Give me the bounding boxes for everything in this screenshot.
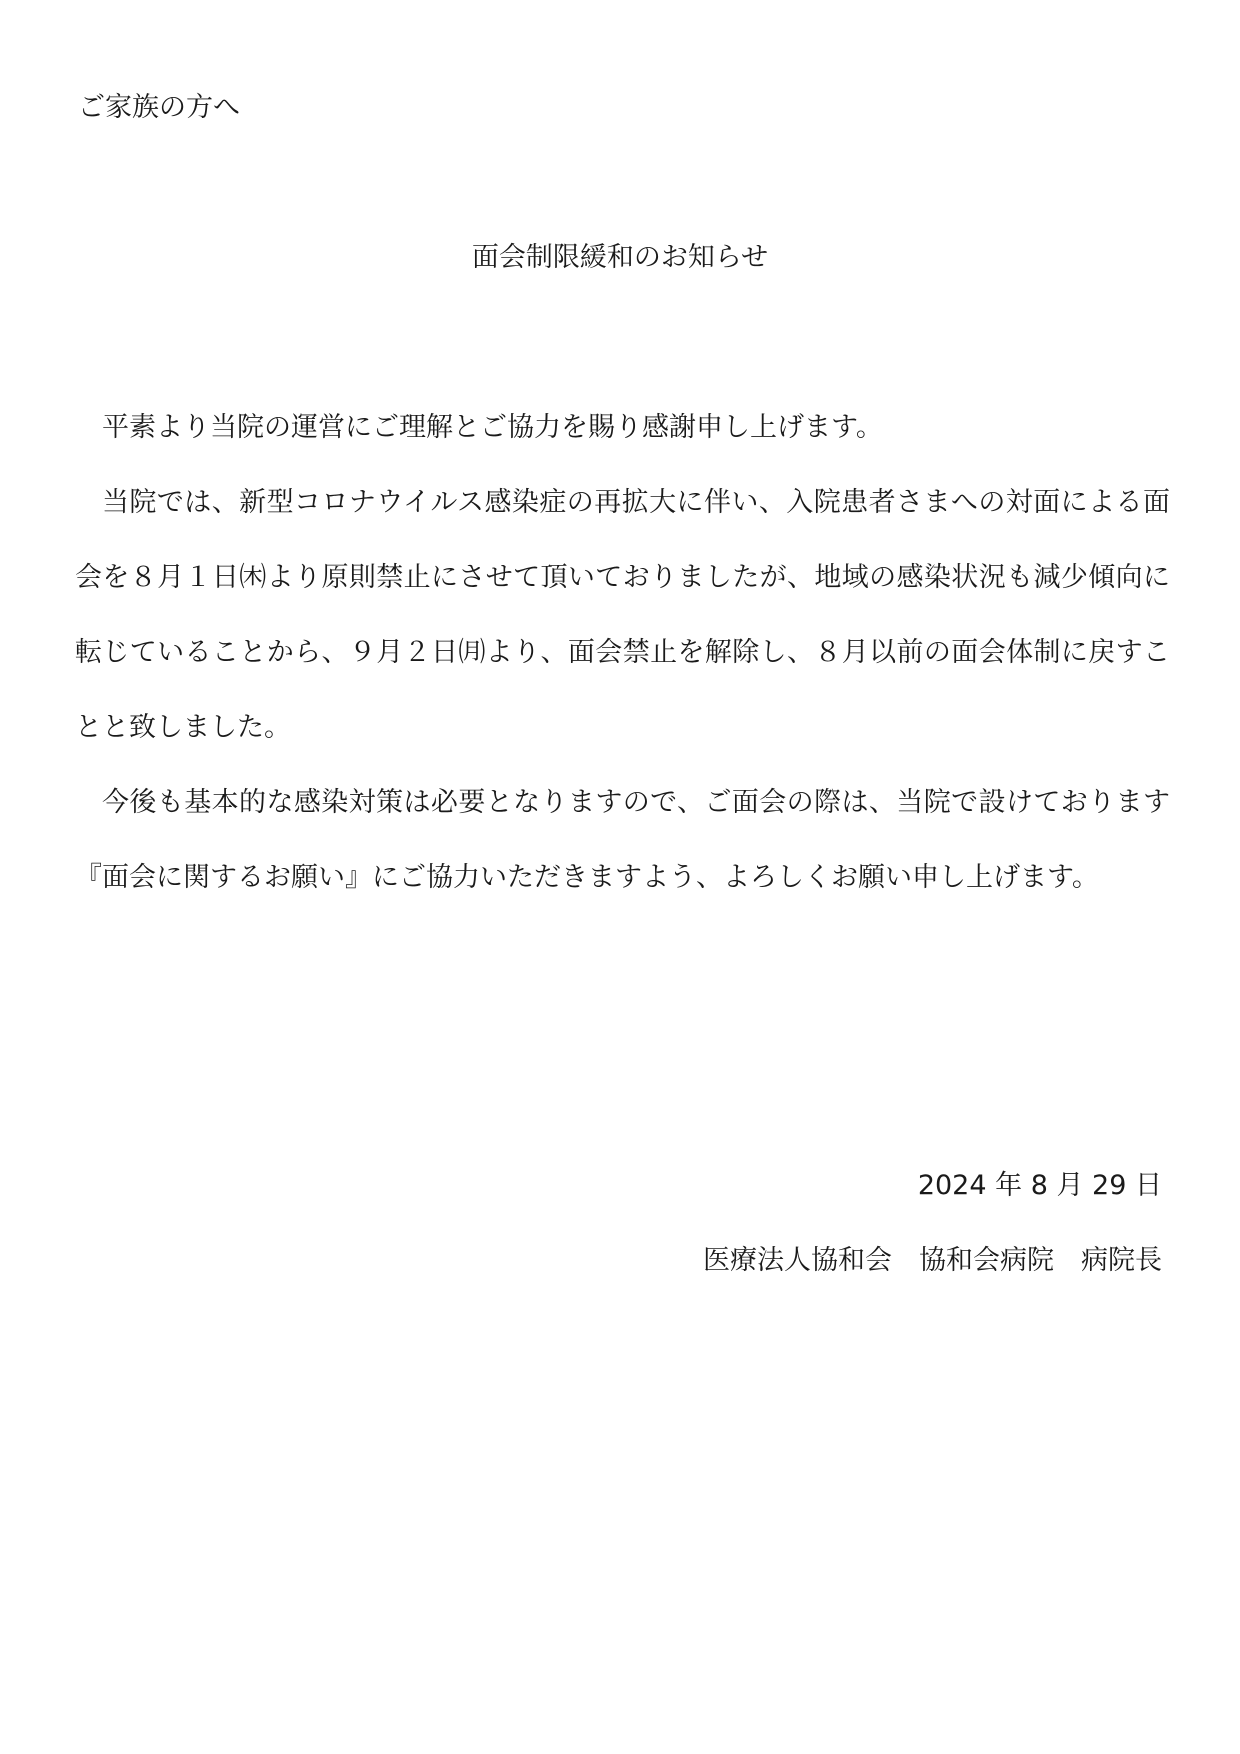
document-title: 面会制限緩和のお知らせ (471, 242, 769, 273)
body-paragraph-request: 今後も基本的な感染対策は必要となりますので、ご面会の際は、当院で設けております『面会に関するお願い』にご協力いただきますよう、よろしくお願い申し上げます。 (75, 787, 1170, 893)
body-paragraph-greeting: 平素より当院の運営にご理解とご協力を賜り感謝申し上げます。 (102, 412, 883, 443)
body-paragraph-announcement: 当院では、新型コロナウイルス感染症の再拡大に伴い、入院患者さまへの対面による面会を８月１日㈭より原則禁止にさせて頂いておりましたが、地域の感染状況も減少傾向に転じていることから、９月２日㈪より、面会禁止を解除し、８月以前の面会体制に戻すことと致しました。 (75, 487, 1170, 743)
letter-body (75, 390, 1170, 915)
letter-closing (703, 1148, 1162, 1298)
signature-line: 医療法人協和会 協和会病院 病院長 (703, 1245, 1162, 1276)
issue-date: 2024 年 8 月 29 日 (917, 1170, 1162, 1201)
recipient-line: ご家族の方へ (78, 92, 240, 123)
